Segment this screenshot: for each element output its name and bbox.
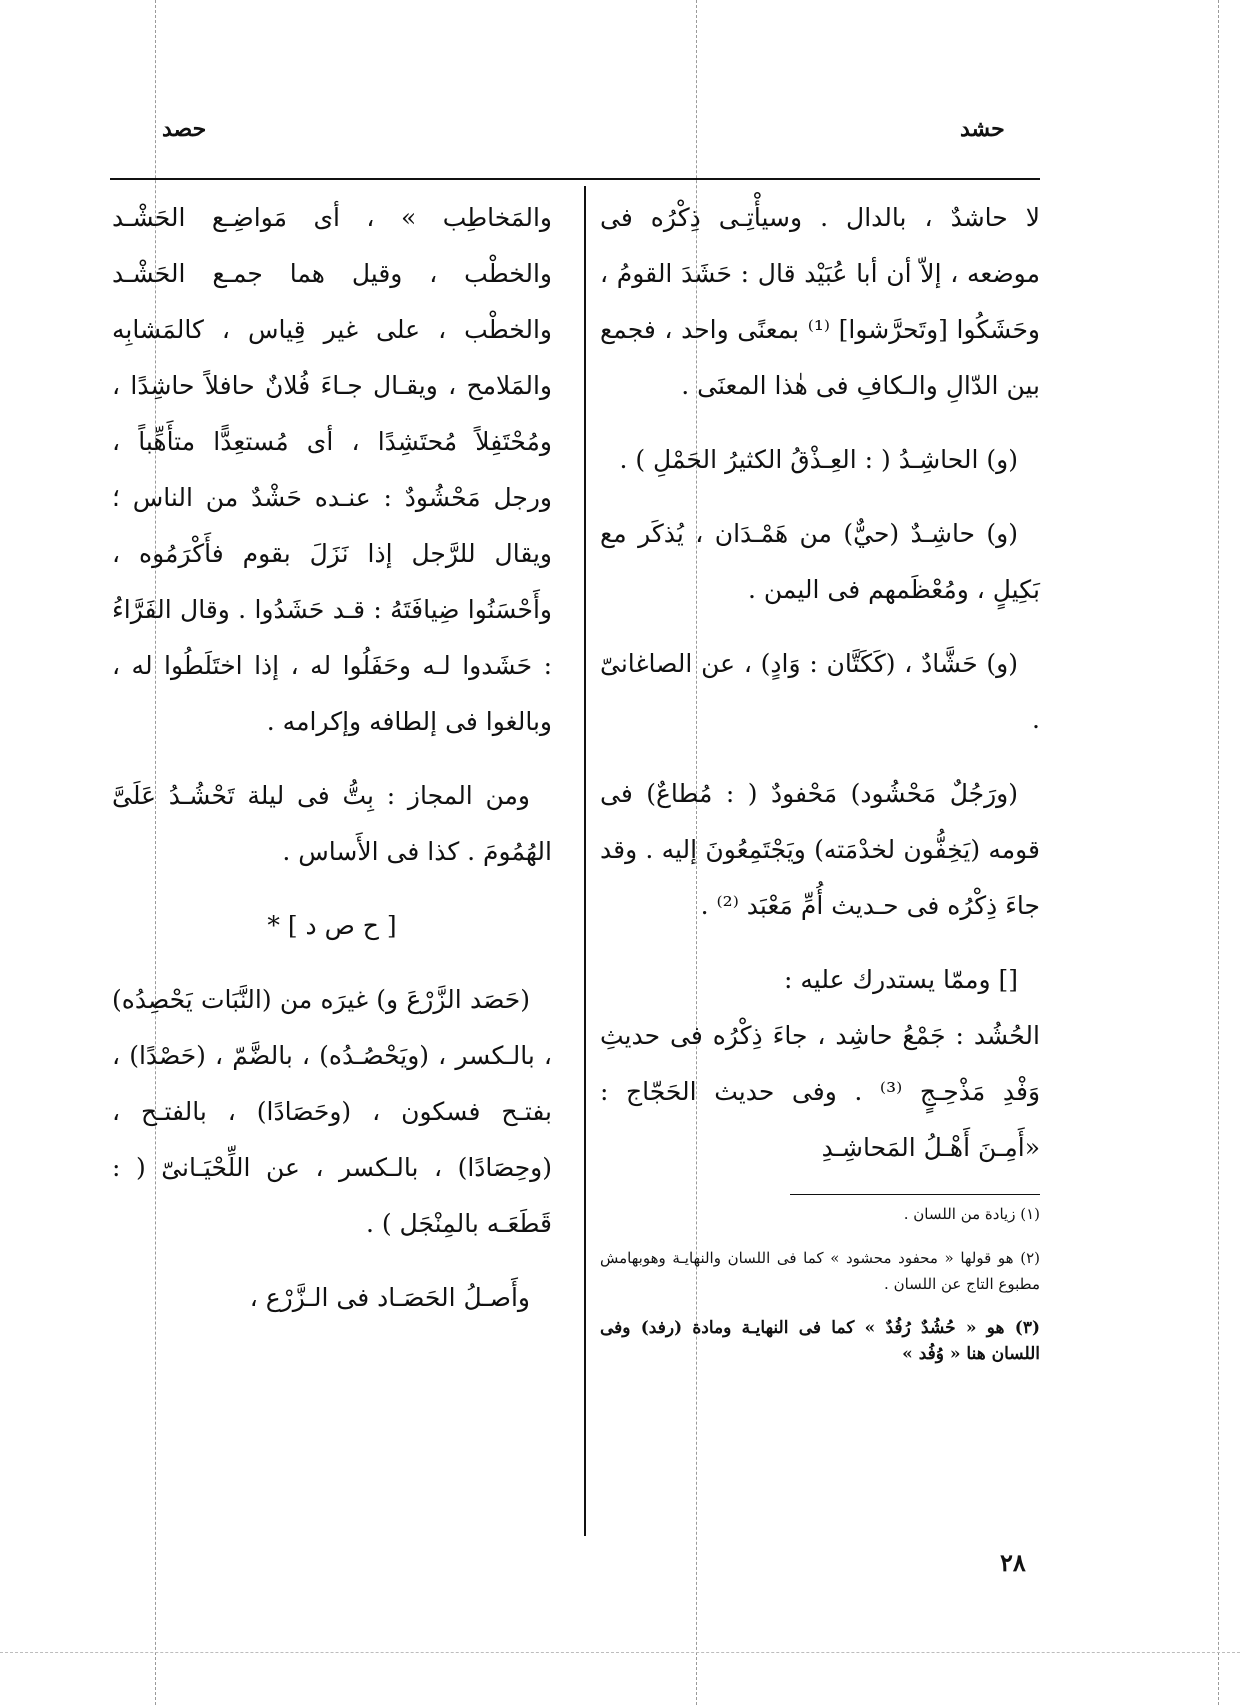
paragraph: (و) حاشِـدٌ (حيٌّ) من هَمْـدَان ، يُذكَر مع بَكِيلٍ ، ومُعْظَمهم فى اليمن .	[600, 519, 1040, 604]
paragraph: (ورَجُلٌ مَحْشُود) مَحْفودٌ ( : مُطاعٌ) فى قومه (يَخِفُّون لخدْمَته) ويَجْتَمِعُونَ إليه . وقد جاءَ ذِكْرُه فى حـديث أُمِّ مَعْبَد ⁽²⁾ .	[600, 779, 1040, 920]
paragraph: الحُشُد : جَمْعُ حاشِد ، جاءَ ذِكْرُه فى حديثِ وَفْدِ مَذْحِـجٍ ⁽³⁾ . وفى حديث الحَجّاج : «أَمِـنَ أَهْـلُ المَحاشِـدِ	[600, 1021, 1041, 1162]
right-column	[600, 190, 1040, 1385]
paragraph: والمَخاطِب » ، أى مَواضِـع الحَشْـد والخطْب ، وقيل هما جمـع الحَشْـد والخطْب ، على غير قِياس ، كالمَشابِه والمَلامح ، ويقـال جـاءَ فُلانٌ حافلاً حاشِدًا ، ومُحْتَفِلاً مُحتَشِدًا ، أى مُستعِدًّا متأَهِّباً ، ورجل مَحْشُودٌ : عنـده حَشْدٌ من الناس ؛ ويقال للرَّجل إذا نَزَلَ بقوم فأَكْرَمُوه ، وأَحْسَنُوا ضِيافَتَهُ : قـد حَشَدُوا . وقال الفَرَّاءُ : حَشَدوا لـه وحَفَلُوا له ، إذا اختَلَطُوا له ، وبالغوا فى إلطافه وإكرامه .	[112, 203, 552, 736]
paragraph: ومن المجاز : بِتُّ فى ليلة تَحْشُـدُ عَلَىَّ الهُمُومَ . كذا فى الأَساس .	[112, 781, 552, 866]
footnote-rule	[790, 1194, 1040, 1195]
footnote: (٣) هو « حُشُدٌ رُفُدٌ » كما فى النهايـة ومادة (رفد) وفى اللسان هنا « وُفُد »	[600, 1318, 1040, 1364]
footnote: (٢) هو قولها « محفود محشود » كما فى اللسان والنهايـة وهوبهامش مطبوع التاج عن اللسان .	[600, 1249, 1040, 1293]
paragraph: لا حاشدٌ ، بالدال . وسيأْتِـى ذِكْرُه فى موضعه ، إلاّ أن أبا عُبَيْد قال : حَشَدَ القومُ ، وحَشَكُوا [وتَحرَّشوا] ⁽¹⁾ بمعنًى واحد ، فجمع بين الدّالِ والـكافِ فى هٰذا المعنَى .	[600, 203, 1040, 400]
running-head-right: حشد	[960, 116, 1005, 142]
column-separator	[584, 186, 586, 1536]
paragraph: وأَصـلُ الحَصَـاد فى الـزَّرْع ،	[249, 1283, 530, 1312]
paragraph: (و) حَشَّادٌ ، (كَكَتَّان : وَادٍ) ، عن الصاغانىّ .	[600, 649, 1040, 734]
scan-guide-line	[1218, 0, 1219, 1705]
entry-heading: [ ح ص د ] *	[267, 911, 397, 940]
footnote: (١) زيادة من اللسان .	[903, 1205, 1040, 1223]
page-number: ٢٨	[1000, 1548, 1026, 1577]
paragraph: (حَصَد الزَّرْعَ و) غيرَه من (النَّبَات يَحْصِدُه) ، بالـكسر ، (ويَحْصُـدُه) ، بالضَّمّ ، (حَصْدًا) ، بفتـح فسكون ، (وحَصَادًا) ، بالفتـح ، (وحِصَادًا) ، بالـكسر ، عن اللِّحْيَـانىّ ( : قَطَعَـه بالمِنْجَل ) .	[112, 985, 552, 1238]
left-column	[112, 190, 552, 1344]
scan-guide-line	[0, 1652, 1240, 1653]
running-head-left: حصد	[162, 116, 207, 142]
paragraph: [] وممّا يستدرك عليه :	[784, 965, 1018, 994]
header-rule	[110, 178, 1040, 180]
paragraph: (و) الحاشِـدُ ( : العِـذْقُ الكثيرُ الحَمْلِ ) .	[619, 445, 1018, 474]
